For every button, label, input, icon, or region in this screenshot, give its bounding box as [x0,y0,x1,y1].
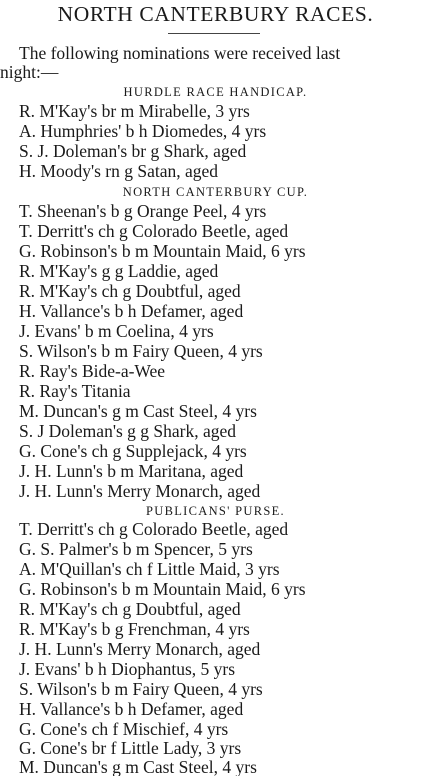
entry-line: G. S. Palmer's b m Spencer, 5 yrs [19,539,253,559]
entry-line: T. Derritt's ch g Colorado Beetle, aged [19,519,289,539]
entry-line: R. M'Kay's b g Frenchman, 4 yrs [19,619,250,639]
entry-line: R. M'Kay's br m Mirabelle, 3 yrs [19,101,250,121]
entry-line: A. M'Quillan's ch f Little Maid, 3 yrs [19,559,280,579]
entry-line: A. Humphries' b h Diomedes, 4 yrs [19,121,267,141]
entry-line: R. Ray's Titania [19,381,131,401]
entry-line: G. Robinson's b m Mountain Maid, 6 yrs [19,241,306,261]
entry-line: G. Cone's br f Little Lady, 3 yrs [19,738,242,758]
entry-line: G. Robinson's b m Mountain Maid, 6 yrs [19,579,306,599]
entry-line: S. Wilson's b m Fairy Queen, 4 yrs [19,341,263,361]
entry-line: M. Duncan's g m Cast Steel, 4 yrs [19,401,257,421]
entry-line: R. Ray's Bide-a-Wee [19,361,166,381]
entry-line: R. M'Kay's g g Laddie, aged [19,261,219,281]
entry-line: R. M'Kay's ch g Doubtful, aged [19,281,241,301]
entry-line: G. Cone's ch g Supplejack, 4 yrs [19,441,247,461]
title-rule [168,33,260,34]
entry-line: S. J Doleman's g g Shark, aged [19,421,237,441]
entry-line: T. Derritt's ch g Colorado Beetle, aged [19,221,289,241]
entry-line: J. H. Lunn's Merry Monarch, aged [19,639,261,659]
entry-line: M. Duncan's g m Cast Steel, 4 yrs [19,757,257,776]
entry-line: H. Vallance's b h Defamer, aged [19,699,244,719]
entry-line: J. H. Lunn's b m Maritana, aged [19,461,244,481]
entry-line: S. J. Doleman's br g Shark, aged [19,141,247,161]
intro-line-2: night:— [0,62,59,82]
entry-line: H. Vallance's b h Defamer, aged [19,301,244,321]
entry-line: R. M'Kay's ch g Doubtful, aged [19,599,241,619]
section-heading-hurdle-race: HURDLE RACE HANDICAP. [123,85,308,99]
entry-line: J. H. Lunn's Merry Monarch, aged [19,481,261,501]
intro-line-1: The following nominations were received last [19,43,341,63]
entry-line: J. Evans' b h Diophantus, 5 yrs [19,659,236,679]
article-title: NORTH CANTERBURY RACES. [57,2,374,26]
section-heading-publicans-purse: PUBLICANS' PURSE. [146,504,285,518]
entry-line: T. Sheenan's b g Orange Peel, 4 yrs [19,201,267,221]
entry-line: G. Cone's ch f Mischief, 4 yrs [19,719,229,739]
entry-line: J. Evans' b m Coelina, 4 yrs [19,321,214,341]
entry-line: S. Wilson's b m Fairy Queen, 4 yrs [19,679,263,699]
entry-line: H. Moody's rn g Satan, aged [19,161,219,181]
section-heading-north-canterbury-cup: NORTH CANTERBURY CUP. [122,185,309,199]
